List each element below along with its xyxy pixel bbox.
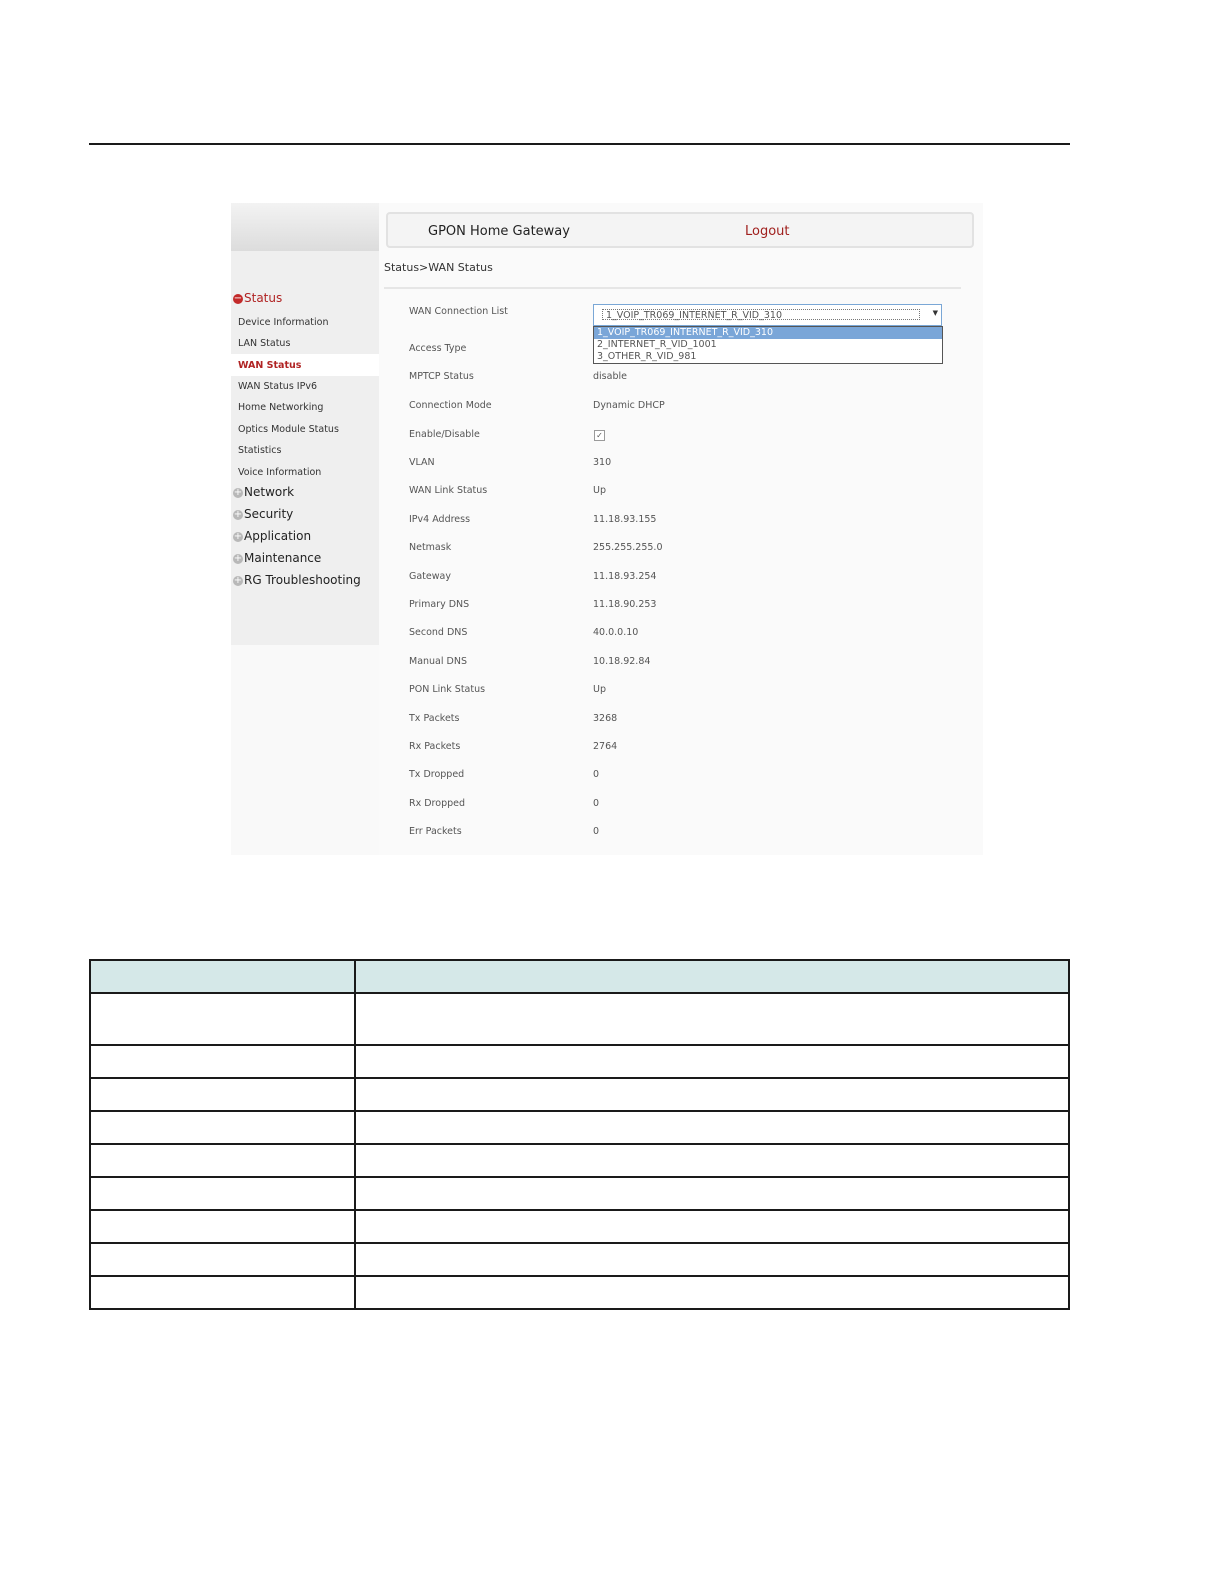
plus-circle-icon: + (233, 575, 243, 586)
table-cell (90, 1045, 355, 1078)
sidebar-subitem-wan-status[interactable]: WAN Status (238, 360, 302, 371)
table-cell (355, 1243, 1069, 1276)
sidebar-subitem-voice-information[interactable]: Voice Information (238, 467, 322, 478)
breadcrumb: Status>WAN Status (384, 261, 493, 274)
sidebar-item-application[interactable]: + Application (233, 529, 312, 543)
wan-connection-selected-value: 1_VOIP_TR069_INTERNET_R_VID_310 (602, 309, 920, 320)
table-cell (90, 1210, 355, 1243)
wan-connection-list-label: WAN Connection List (409, 306, 508, 317)
row-value-wan-link-status: Up (593, 485, 606, 496)
sidebar-footer (231, 645, 379, 855)
row-value-mptcp-status: disable (593, 371, 627, 382)
sidebar-subitem-optics-module-status[interactable]: Optics Module Status (238, 424, 339, 435)
enable-checkbox[interactable] (594, 430, 605, 441)
plus-circle-icon: + (233, 531, 243, 542)
plus-circle-icon: + (233, 509, 243, 520)
sidebar-item-security[interactable]: + Security (233, 507, 294, 521)
table-cell (90, 1144, 355, 1177)
row-label-mptcp-status: MPTCP Status (409, 371, 474, 382)
page-top-rule (89, 143, 1070, 145)
sidebar-item-maintenance[interactable]: + Maintenance (233, 551, 322, 565)
row-value-rx-dropped: 0 (593, 798, 600, 809)
sidebar-subitem-lan-status[interactable]: LAN Status (238, 338, 291, 349)
table-cell (90, 993, 355, 1045)
table-cell (355, 1078, 1069, 1111)
row-label-netmask: Netmask (409, 542, 452, 553)
row-label-primary-dns: Primary DNS (409, 599, 470, 610)
table-row (90, 1144, 1069, 1177)
table-cell (355, 1276, 1069, 1309)
row-value-manual-dns: 10.18.92.84 (593, 656, 651, 667)
app-title: GPON Home Gateway (428, 224, 570, 239)
table-row (90, 1045, 1069, 1078)
table-row (90, 1078, 1069, 1111)
row-label-pon-link-status: PON Link Status (409, 684, 486, 695)
row-label-enable-disable: Enable/Disable (409, 429, 480, 440)
row-label-err-packets: Err Packets (409, 826, 462, 837)
table-header-cell (355, 960, 1069, 993)
row-label-gateway: Gateway (409, 571, 451, 582)
wan-connection-select[interactable] (593, 304, 942, 326)
table-row (90, 993, 1069, 1045)
row-label-access-type: Access Type (409, 343, 467, 354)
row-label-ipv4-address: IPv4 Address (409, 514, 471, 525)
row-value-rx-packets: 2764 (593, 741, 618, 752)
row-value-second-dns: 40.0.0.10 (593, 627, 639, 638)
plus-circle-icon: + (233, 487, 243, 498)
dropdown-option[interactable]: 1_VOIP_TR069_INTERNET_R_VID_310 (594, 327, 942, 339)
checkmark-icon: ✓ (596, 431, 603, 440)
table-row (90, 1243, 1069, 1276)
table-cell (355, 1210, 1069, 1243)
row-label-tx-dropped: Tx Dropped (409, 769, 465, 780)
row-label-wan-link-status: WAN Link Status (409, 485, 488, 496)
row-label-connection-mode: Connection Mode (409, 400, 492, 411)
row-value-pon-link-status: Up (593, 684, 606, 695)
dropdown-option[interactable]: 2_INTERNET_R_VID_1001 (597, 339, 717, 350)
row-value-ipv4-address: 11.18.93.155 (593, 514, 657, 525)
main-panel (379, 203, 983, 855)
table-row (90, 1276, 1069, 1309)
sidebar-subitem-home-networking[interactable]: Home Networking (238, 402, 324, 413)
dropdown-option[interactable]: 3_OTHER_R_VID_981 (597, 351, 697, 362)
logout-link[interactable]: Logout (745, 224, 790, 239)
sidebar-item-network[interactable]: + Network (233, 485, 295, 499)
sidebar-subitem-wan-status-ipv6[interactable]: WAN Status IPv6 (238, 381, 317, 392)
row-value-netmask: 255.255.255.0 (593, 542, 663, 553)
caret-down-icon: ▼ (932, 309, 938, 317)
sidebar-subitem-statistics[interactable]: Statistics (238, 445, 282, 456)
router-screenshot (231, 203, 983, 855)
sidebar-subitem-device-information[interactable]: Device Information (238, 317, 329, 328)
table-cell (355, 993, 1069, 1045)
row-label-rx-packets: Rx Packets (409, 741, 461, 752)
row-value-gateway: 11.18.93.254 (593, 571, 657, 582)
table-cell (90, 1276, 355, 1309)
row-label-rx-dropped: Rx Dropped (409, 798, 466, 809)
table-cell (90, 1243, 355, 1276)
table-row (90, 1210, 1069, 1243)
table-cell (355, 1111, 1069, 1144)
minus-circle-icon: − (233, 293, 243, 304)
plus-circle-icon: + (233, 553, 243, 564)
row-value-vlan: 310 (593, 457, 612, 468)
table-cell (90, 1177, 355, 1210)
table-header-cell (90, 960, 355, 993)
sidebar-item-rg-troubleshooting[interactable]: + RG Troubleshooting (233, 573, 361, 587)
table-row (90, 1177, 1069, 1210)
sidebar-item-status[interactable]: − Status (233, 291, 283, 305)
row-value-tx-packets: 3268 (593, 713, 618, 724)
table-row (90, 1111, 1069, 1144)
row-label-vlan: VLAN (409, 457, 435, 468)
table-cell (355, 1045, 1069, 1078)
parameter-table (89, 959, 1070, 1310)
row-value-primary-dns: 11.18.90.253 (593, 599, 657, 610)
row-label-second-dns: Second DNS (409, 627, 468, 638)
row-value-err-packets: 0 (593, 826, 600, 837)
table-cell (90, 1111, 355, 1144)
row-value-tx-dropped: 0 (593, 769, 600, 780)
header-bar (386, 212, 974, 248)
row-value-connection-mode: Dynamic DHCP (593, 400, 665, 411)
wan-connection-dropdown (593, 326, 943, 364)
sidebar-header (231, 203, 379, 251)
breadcrumb-divider (384, 287, 961, 289)
row-label-tx-packets: Tx Packets (409, 713, 460, 724)
table-cell (355, 1144, 1069, 1177)
table-cell (355, 1177, 1069, 1210)
table-header-row (90, 960, 1069, 993)
table-cell (90, 1078, 355, 1111)
row-label-manual-dns: Manual DNS (409, 656, 467, 667)
